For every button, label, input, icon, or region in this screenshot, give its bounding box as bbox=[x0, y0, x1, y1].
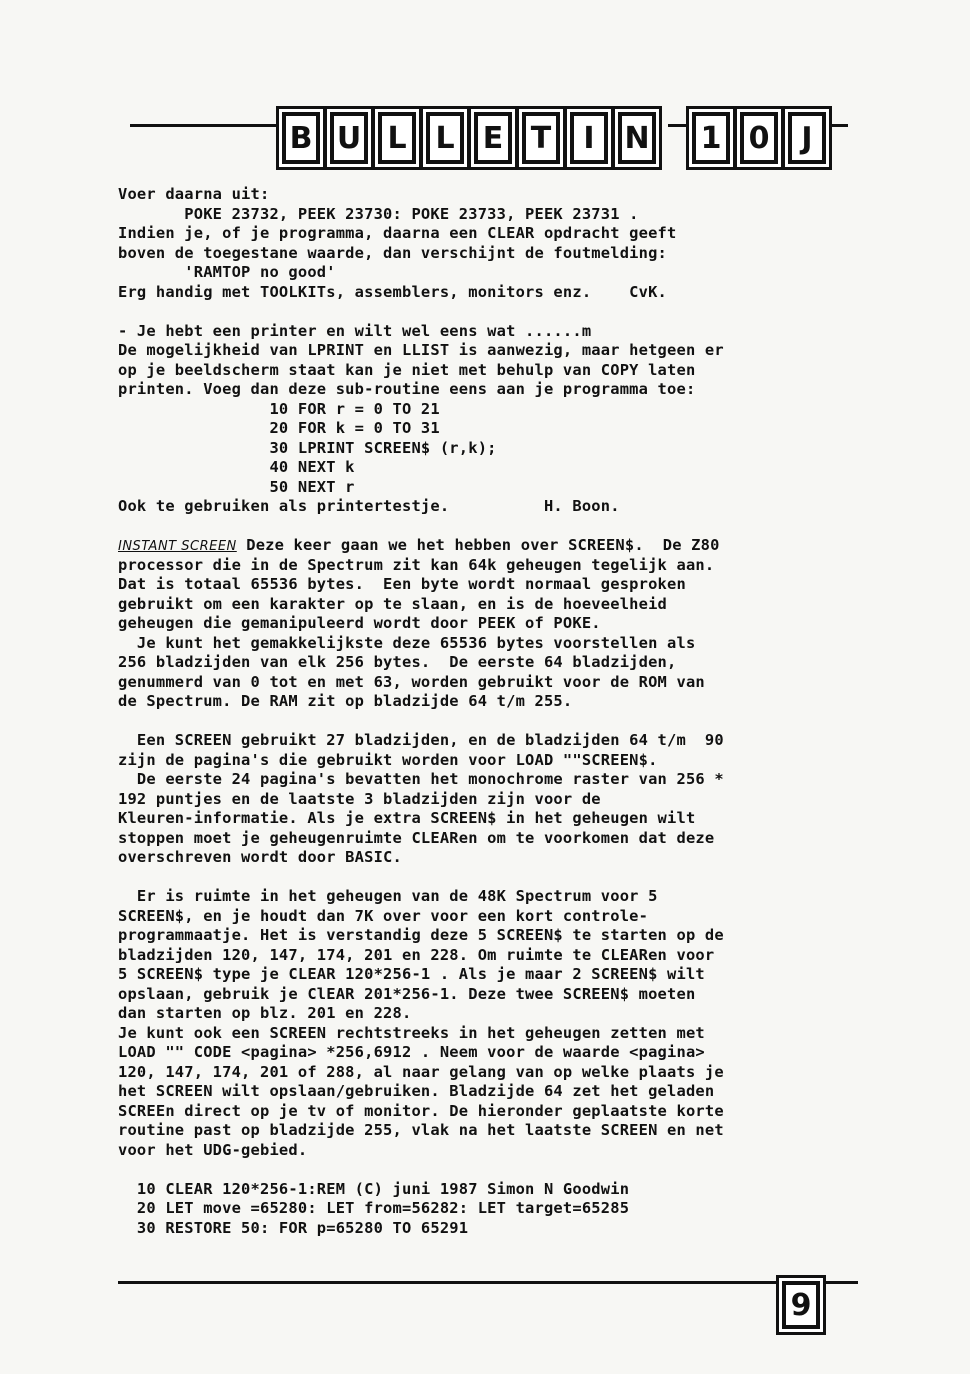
text-line: - Je hebt een printer en wilt wel eens wat ......m bbox=[118, 321, 592, 340]
text-line: Kleuren-informatie. Als je extra SCREEN$ in het geheugen wilt bbox=[118, 809, 696, 827]
title-letter: L bbox=[426, 112, 464, 164]
title-number: 0 bbox=[740, 112, 778, 164]
text-line: voor het UDG-gebied. bbox=[118, 1140, 308, 1159]
text-line bbox=[118, 517, 878, 537]
text-line: 20 LET move =65280: LET from=56282: LET target=65285 bbox=[118, 1199, 630, 1217]
text-line: Een SCREEN gebruikt 27 bladzijden, en de bladzijden 64 t/m 90 bbox=[118, 731, 724, 749]
text-line: op je beeldscherm staat kan je niet met behulp van COPY laten bbox=[118, 360, 696, 379]
footer-rule-left bbox=[118, 1281, 778, 1284]
text-line: Ook te gebruiken als printertestje. H. Boon. bbox=[118, 497, 620, 515]
text-line bbox=[118, 302, 878, 322]
text-line: processor die in de Spectrum zit kan 64k geheugen tegelijk aan. bbox=[118, 555, 715, 574]
text-line: De eerste 24 pagina's bevatten het monochrome raster van 256 * bbox=[118, 770, 724, 788]
title-number: 1 bbox=[692, 112, 730, 164]
text-line: 10 CLEAR 120*256-1:REM (C) juni 1987 Simon N Goodwin bbox=[118, 1179, 630, 1198]
text-line bbox=[118, 536, 878, 556]
text-line: stoppen moet je geheugenruimte CLEARen om te voorkomen dat deze bbox=[118, 828, 715, 847]
text-line: geheugen die gemanipuleerd wordt door PEEK of POKE. bbox=[118, 614, 601, 632]
title-letter: L bbox=[378, 112, 416, 164]
handwritten-heading: INSTANT SCREEN bbox=[118, 539, 237, 554]
text-line: het SCREEN wilt opslaan/gebruiken. Bladzijde 64 zet het geladen bbox=[118, 1082, 715, 1100]
text-line: SCREEN$, en je houdt dan 7K over voor een kort controle- bbox=[118, 906, 649, 925]
text-line: Er is ruimte in het geheugen van de 48K Spectrum voor 5 bbox=[118, 887, 658, 905]
title-letter: T bbox=[522, 112, 560, 164]
text-line: 10 FOR r = 0 TO 21 bbox=[118, 399, 440, 418]
text-line bbox=[118, 1160, 878, 1180]
text-line: Dat is totaal 65536 bytes. Een byte wordt normaal gesproken bbox=[118, 575, 686, 593]
text-line: De mogelijkheid van LPRINT en LLIST is aanwezig, maar hetgeen er bbox=[118, 341, 724, 359]
text-line: Indien je, of je programma, daarna een CLEAR opdracht geeft bbox=[118, 224, 677, 242]
text-line: 30 LPRINT SCREEN$ (r,k); bbox=[118, 438, 497, 457]
text-line: 192 puntjes en de laatste 3 bladzijden zijn voor de bbox=[118, 789, 601, 808]
article-text bbox=[118, 185, 878, 1238]
title-number: J bbox=[788, 112, 826, 164]
text-line-rest: Deze keer gaan we het hebben over SCREEN$. De Z80 bbox=[236, 536, 720, 554]
title-letter: I bbox=[570, 112, 608, 164]
text-line: Voer daarna uit: bbox=[118, 185, 270, 203]
text-line: 30 RESTORE 50: FOR p=65280 TO 65291 bbox=[118, 1218, 469, 1237]
text-line: overschreven wordt door BASIC. bbox=[118, 848, 402, 866]
title-letter: B bbox=[282, 112, 320, 164]
text-line: 5 SCREEN$ type je CLEAR 120*256-1 . Als je maar 2 SCREEN$ wilt bbox=[118, 965, 705, 983]
text-line bbox=[118, 868, 878, 888]
text-line: 120, 147, 174, 201 of 288, al naar gelang van op welke plaats je bbox=[118, 1062, 724, 1081]
text-line: 256 bladzijden van elk 256 bytes. De eerste 64 bladzijden, bbox=[118, 653, 677, 671]
header-rule-left bbox=[130, 124, 280, 127]
text-line: programmaatje. Het is verstandig deze 5 SCREEN$ te starten op de bbox=[118, 926, 724, 944]
text-line: LOAD "" CODE <pagina> *256,6912 . Neem voor de waarde <pagina> bbox=[118, 1043, 705, 1061]
text-line: 'RAMTOP no good' bbox=[118, 263, 336, 281]
footer-rule-right bbox=[820, 1281, 858, 1284]
text-line: Je kunt het gemakkelijkste deze 65536 bytes voorstellen als bbox=[118, 633, 696, 652]
title-letter: E bbox=[474, 112, 512, 164]
text-line: routine past op bladzijde 255, vlak na het laatste SCREEN en net bbox=[118, 1121, 724, 1139]
text-line: 40 NEXT k bbox=[118, 458, 355, 476]
text-line: de Spectrum. De RAM zit op bladzijde 64 t/m 255. bbox=[118, 692, 573, 710]
page-number: 9 bbox=[782, 1281, 820, 1329]
text-line: Erg handig met TOOLKITs, assemblers, monitors enz. CvK. bbox=[118, 282, 668, 301]
text-line: boven de toegestane waarde, dan verschijnt de foutmelding: bbox=[118, 243, 668, 262]
title-letter: N bbox=[618, 112, 656, 164]
text-line: genummerd van 0 tot en met 63, worden gebruikt voor de ROM van bbox=[118, 672, 705, 691]
text-line: 50 NEXT r bbox=[118, 477, 355, 496]
text-line: Je kunt ook een SCREEN rechtstreeks in het geheugen zetten met bbox=[118, 1023, 705, 1042]
text-line: POKE 23732, PEEK 23730: POKE 23733, PEEK 23731 . bbox=[118, 204, 639, 223]
text-line: bladzijden 120, 147, 174, 201 en 228. Om ruimte te CLEARen voor bbox=[118, 945, 715, 964]
text-line: dan starten op blz. 201 en 228. bbox=[118, 1004, 412, 1022]
text-line: 20 FOR k = 0 TO 31 bbox=[118, 419, 440, 437]
text-line: opslaan, gebruik je ClEAR 201*256-1. Deze twee SCREEN$ moeten bbox=[118, 984, 696, 1003]
text-line: zijn de pagina's die gebruikt worden voor LOAD ""SCREEN$. bbox=[118, 750, 658, 769]
text-line: gebruikt om een karakter op te slaan, en is de hoeveelheid bbox=[118, 594, 668, 613]
text-line bbox=[118, 712, 878, 732]
text-line: printen. Voeg dan deze sub-routine eens aan je programma toe: bbox=[118, 380, 696, 398]
bulletin-title bbox=[282, 104, 836, 168]
text-line: SCREEn direct op je tv of monitor. De hieronder geplaatste korte bbox=[118, 1101, 724, 1120]
title-letter: U bbox=[330, 112, 368, 164]
